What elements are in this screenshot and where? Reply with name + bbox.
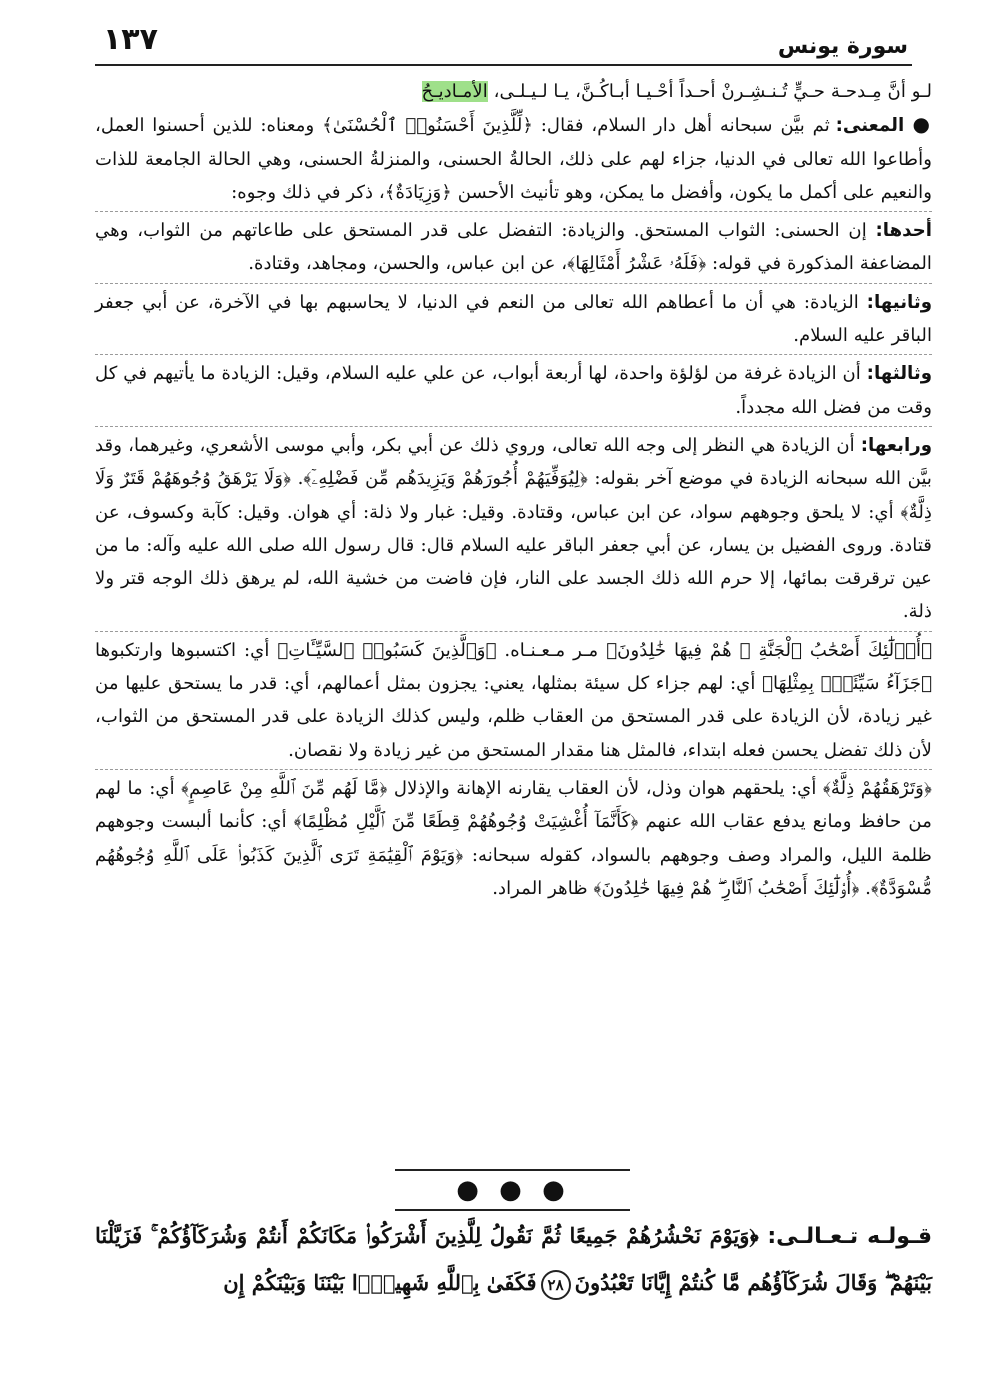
paragraph-separator — [95, 426, 932, 427]
companions-text: ﴿أُو۟لَٰٓئِكَ أَصْحَٰبُ ٱلْجَنَّةِ ۖ هُمْ فِيهَا خَٰلِدُونَ﴾ مـر مـعـنـاه. ﴿وَٱلَّذِينَ كَسَبُوا۟ ٱلسَّيِّـَٔاتِ﴾ أي: اكتسبوها وارتكبوها ﴿جَزَآءُ سَيِّئَةٍۭ بِمِثْلِهَا﴾ أي: لهم جزاء كل سيئة بمثلها، يعني: يجزون بمثل أعمالهم، أي: قدر ما يستحق عليها من غير زيادة، لأن الزيادة على قدر المستحق من العقاب ظلم، وليس كذلك الزيادة على قدر المستحق من الثواب، لأن ذلك تفضل يحسن فعله ابتداء، فالمثل هنا مقدار المستحق من غير زيادة ولا نقصان. — [95, 639, 932, 761]
third-lead: وثالثها: — [866, 363, 932, 385]
second-text: الزيادة: هي أن ما أعطاهم الله تعالى من النعم في الدنيا، لا يحاسبهم بها في الآخرة، عن أبي جعفر الباقر عليه السلام. — [95, 291, 932, 347]
divider-rule-top — [395, 1169, 630, 1171]
poem-line — [95, 75, 932, 108]
fourth-lead: ورابعها: — [860, 434, 932, 456]
surah-title: سورة يونس — [777, 34, 908, 59]
commentary-body — [95, 75, 932, 905]
paragraph-separator — [95, 211, 932, 212]
paragraph-separator — [95, 769, 932, 770]
next-verse — [95, 1213, 932, 1306]
fourth-view-paragraph — [95, 429, 932, 629]
third-text: أن الزيادة غرفة من لؤلؤة واحدة، لها أربعة أبواب، عن علي عليه السلام، وقيل: الزيادة ما يأتيهم في كل وقت من فضل الله مجدداً. — [95, 363, 932, 418]
first-text: إن الحسنى: الثواب المستحق. والزيادة: التفضل على قدر المستحق على طاعاتهم من الثواب، وهي المضاعفة المذكورة في قوله: ﴿فَلَهُۥ عَشْرُ أَمْثَالِهَا﴾، عن ابن عباس، والحسن، ومجاهد، وقتادة. — [95, 220, 932, 275]
meaning-paragraph — [95, 108, 932, 209]
first-lead: أحدها: — [875, 220, 932, 242]
second-lead: وثانيها: — [866, 291, 932, 313]
bullet-icon: ● — [904, 112, 932, 137]
section-divider — [95, 1165, 932, 1215]
page-number: ١٣٧ — [103, 22, 158, 57]
verse-text-before: ﴿وَيَوْمَ نَحْشُرُهُمْ جَمِيعًا ثُمَّ نَقُولُ لِلَّذِينَ أَشْرَكُوا۟ مَكَانَكُمْ أَنتُمْ وَشُرَكَآؤُكُمْ ۚ فَزَيَّلْنَا بَيْنَهُمْ ۖ وَقَالَ شُرَكَآؤُهُم مَّا كُنتُمْ إِيَّانَا تَعْبُدُونَ — [95, 1223, 932, 1295]
fourth-text: أن الزيادة هي النظر إلى وجه الله تعالى، وروي ذلك عن أبي بكر، وأبي موسى الأشعري، وغيرهما، وقد بيَّن الله سبحانه الزيادة في موضع آخر بقوله: ﴿لِيُوَفِّيَهُمْ أُجُورَهُمْ وَيَزِيدَهُم مِّن فَضْلِهِۦٓ﴾. ﴿وَلَا يَرْهَقُ وُجُوهَهُمْ قَتَرٌ وَلَا ذِلَّةٌ﴾ أي: لا يلحق وجوههم سواد، عن ابن عباس، وقتادة. وقيل: غبار ولا ذلة: أي هوان. وقيل: كآبة وكسوف، عن قتادة. وروى الفضيل بن يسار، عن أبي جعفر الباقر عليه السلام قال: قال رسول الله صلى الله عليه وآله: ما من عين ترقرقت بمائها، إلا حرم الله ذلك الجسد على النار، فإن فاضت من خشية الله، لم يرهق ذلك الوجه قتر ولا ذلة. — [95, 434, 932, 623]
paragraph-separator — [95, 283, 932, 284]
humiliation-text: ﴿وَتَرْهَقُهُمْ ذِلَّةٌ﴾ أي: يلحقهم هوان وذل، لأن العقاب يقارنه الإهانة والإذلال ﴿مَّا لَهُم مِّنَ ٱللَّهِ مِنْ عَاصِمٍ﴾ أي: ما لهم من حافظ ومانع يدفع عقاب الله عنهم ﴿كَأَنَّمَآ أُغْشِيَتْ وُجُوهُهُمْ قِطَعًا مِّنَ ٱلَّيْلِ مُظْلِمًا﴾ أي: كأنما ألبست وجوههم ظلمة الليل، والمراد وصف وجوههم بالسواد، كقوله سبحانه: ﴿وَيَوْمَ ٱلْقِيَٰمَةِ تَرَى ٱلَّذِينَ كَذَبُوا۟ عَلَى ٱللَّهِ وُجُوهُهُم مُّسْوَدَّةٌ﴾. ﴿أُو۟لَٰٓئِكَ أَصْحَٰبُ ٱلنَّارِ ۖ هُمْ فِيهَا خَٰلِدُونَ﴾ ظاهر المراد. — [95, 777, 932, 899]
second-view-paragraph — [95, 286, 932, 353]
third-view-paragraph — [95, 357, 932, 424]
highlighted-text[interactable]: الأمـاديـحُ — [421, 81, 488, 102]
meaning-lead: المعنى: — [835, 115, 905, 137]
verse-text-after: فَكَفَىٰ بِٱللَّهِ شَهِيدًۢا بَيْنَنَا وَبَيْنَكُمْ إِن — [223, 1270, 537, 1295]
meaning-text: ثم بيَّن سبحانه أهل دار السلام، فقال: ﴿لِّلَّذِينَ أَحْسَنُوا۟ ٱلْحُسْنَىٰ﴾ ومعناه: للذين أحسنوا العمل، وأطاعوا الله تعالى في الدنيا، جزاء لهم على ذلك، الحالةُ الحسنى، والمنزلةُ الحسنى، وهي الحالة الجامعة للذات والنعيم على أكمل ما يكون، وأفضل ما يمكن، وهو تأنيث الأحسن ﴿وَزِيَادَةٌ﴾، ذكر في ذلك وجوه: — [95, 115, 932, 203]
page-header — [95, 14, 912, 66]
humiliation-paragraph — [95, 772, 932, 905]
divider-dots: ● ● ● — [456, 1175, 571, 1205]
companions-paragraph — [95, 634, 932, 767]
poem-text: لـو أنَّ مِـدحـة حـيٍّ تُـنـشِـرنْ أحـداً أحْـيـا أبـاكُـنَّ، يـا لـيـلـى، — [487, 81, 932, 102]
first-view-paragraph — [95, 214, 932, 281]
ayah-number-badge: ٢٨ — [541, 1270, 571, 1300]
divider-rule-bottom — [395, 1209, 630, 1211]
paragraph-separator — [95, 354, 932, 355]
paragraph-separator — [95, 631, 932, 632]
verse-lead: قـولـه تـعـالـى: — [767, 1224, 932, 1249]
